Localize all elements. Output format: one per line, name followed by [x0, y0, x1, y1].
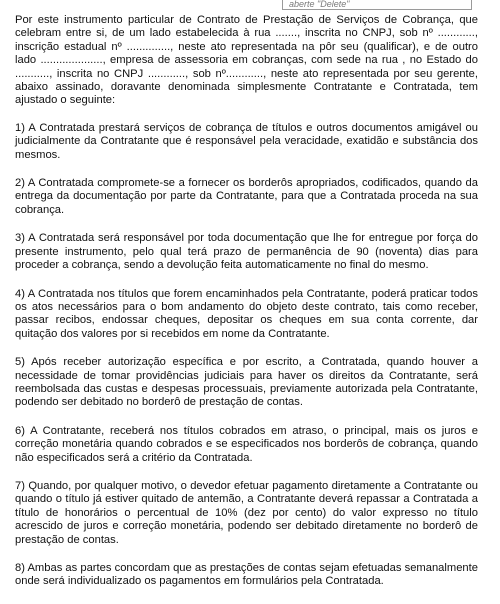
clause-1: 1) A Contratada prestará serviços de cobrança de títulos e outros documentos amigável ou judicialmente da Contratante que é responsável pela veracidade, exatidão e substância dos mesmos.: [15, 121, 478, 161]
clause-3: 3) A Contratada será responsável por toda documentação que lhe for entregue por força do presente instrumento, pelo qual terá prazo de permanência de 90 (noventa) dias para proceder a cobrança, sendo a devolução feita automaticamente no final do mesmo.: [15, 232, 478, 272]
clause-6: 6) A Contratante, receberá nos títulos cobrados em atraso, o principal, mais os juros e correção monetária quando cobrados e se especificados nos borderôs de cobrança, quando não especificados será a critério da Contratada.: [15, 424, 478, 464]
contract-document: [15, 14, 478, 604]
clause-5: 5) Após receber autorização específica e por escrito, a Contratada, quando houver a necessidade de tomar providências judiciais para haver os direitos da Contratante, será reembolsada das custas e despesas processuais, previamente autorizada pela Contratante, podendo ser debitado no borderô de prestação de contas.: [15, 356, 478, 409]
contract-intro-paragraph: Por este instrumento particular de Contrato de Prestação de Serviços de Cobrança, que celebram entre si, de um lado estabelecida à rua ......., inscrita no CNPJ, sob nº ............, inscrição estadual nº .............., neste ato representada na pôr seu (qualificar), e de outro lado ...................., empresa de assessoria em cobranças, com sede na rua , no Estado do ..........., inscrita no CNPJ ............, sob nº............, neste ato representada por seu gerente, abaixo assinado, doravante denominada simplesmente Contratante e Contratada, tem ajustado o seguinte:: [15, 14, 478, 107]
clause-8: 8) Ambas as partes concordam que as prestações de contas sejam efetuadas semanalmente onde será individualizado os pagamentos em formulários pela Contratada.: [15, 562, 478, 588]
header-tag: aberte "Delete": [282, 0, 472, 10]
clause-4: 4) A Contratada nos títulos que forem encaminhados pela Contratante, poderá praticar todos os atos necessários para o bom andamento do objeto deste contrato, tais como receber, passar recibos, endossar cheques, depositar os cheques em sua conta corrente, dar quitação dos valores por si recebidos em nome da Contratante.: [15, 287, 478, 340]
clause-2: 2) A Contratada compromete-se a fornecer os borderôs apropriados, codificados, quando da entrega da documentação por parte da Contratante, para que a Contratada proceda na sua cobrança.: [15, 177, 478, 216]
page-edge-fragment: [44, 593, 56, 599]
clause-7: 7) Quando, por qualquer motivo, o devedor efetuar pagamento diretamente a Contratante ou quando o título já estiver quitado de antemão, a Contratante deverá repassar a Contratada a título de honorários o percentual de 10% (dez por cento) do valor expresso no título acrescido de juros e correção monetária, podendo ser debitado diretamente no borderô de prestação de contas.: [15, 479, 478, 546]
